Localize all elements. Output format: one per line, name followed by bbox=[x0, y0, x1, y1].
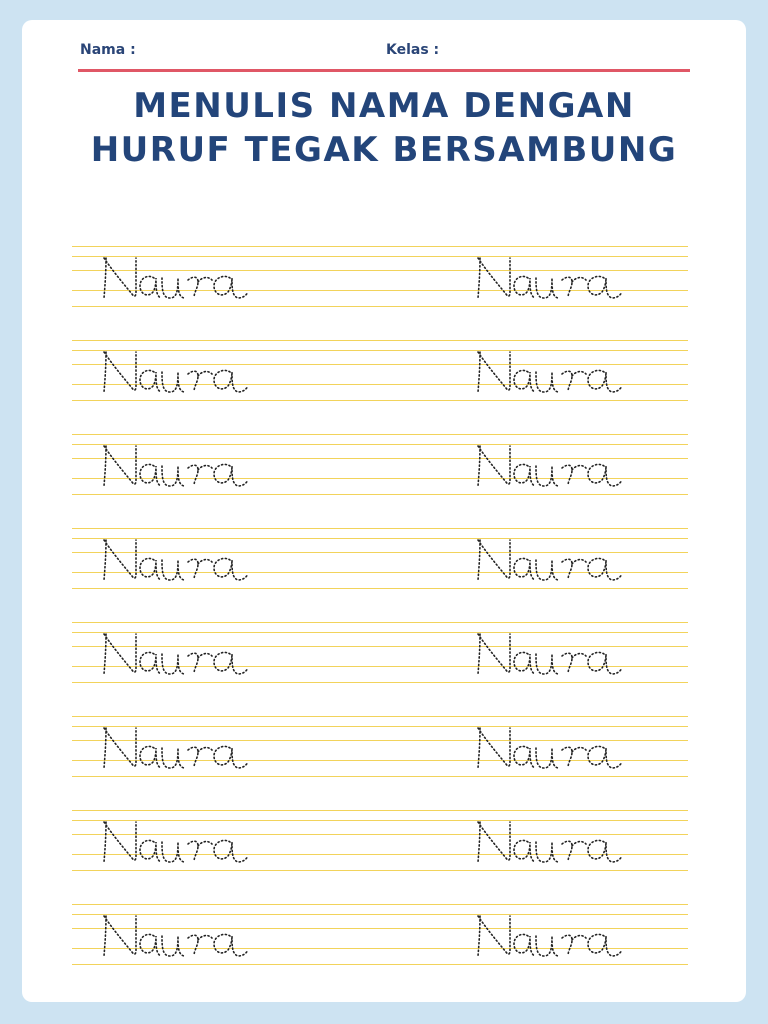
guide-line bbox=[72, 682, 688, 683]
traceable-cursive-word bbox=[472, 620, 642, 678]
traceable-cursive-word bbox=[98, 338, 268, 396]
traceable-cursive-word bbox=[98, 902, 268, 960]
traceable-cursive-word bbox=[472, 902, 642, 960]
traceable-cursive-word bbox=[472, 244, 642, 302]
traceable-cursive-word bbox=[472, 432, 642, 490]
header-fields bbox=[78, 40, 690, 72]
traceable-cursive-word bbox=[98, 620, 268, 678]
page-title bbox=[22, 84, 746, 172]
class-field-label: Kelas : bbox=[386, 42, 440, 58]
guide-line bbox=[72, 306, 688, 307]
header-divider bbox=[78, 69, 690, 72]
traceable-cursive-word bbox=[472, 338, 642, 396]
traceable-cursive-word bbox=[98, 432, 268, 490]
traceable-cursive-word bbox=[98, 526, 268, 584]
name-field-label: Nama : bbox=[80, 42, 136, 58]
traceable-cursive-word bbox=[98, 808, 268, 866]
guide-line bbox=[72, 400, 688, 401]
traceable-cursive-word bbox=[472, 526, 642, 584]
worksheet-page bbox=[22, 20, 746, 1002]
traceable-cursive-word bbox=[98, 244, 268, 302]
traceable-cursive-word bbox=[472, 714, 642, 772]
guide-line bbox=[72, 494, 688, 495]
guide-line bbox=[72, 870, 688, 871]
guide-line bbox=[72, 964, 688, 965]
traceable-cursive-word bbox=[472, 808, 642, 866]
title-line-1: MENULIS NAMA DENGAN bbox=[133, 86, 635, 126]
traceable-cursive-word bbox=[98, 714, 268, 772]
guide-line bbox=[72, 776, 688, 777]
guide-line bbox=[72, 588, 688, 589]
handwriting-practice-area bbox=[72, 232, 688, 972]
title-line-2: HURUF TEGAK BERSAMBUNG bbox=[90, 130, 678, 170]
